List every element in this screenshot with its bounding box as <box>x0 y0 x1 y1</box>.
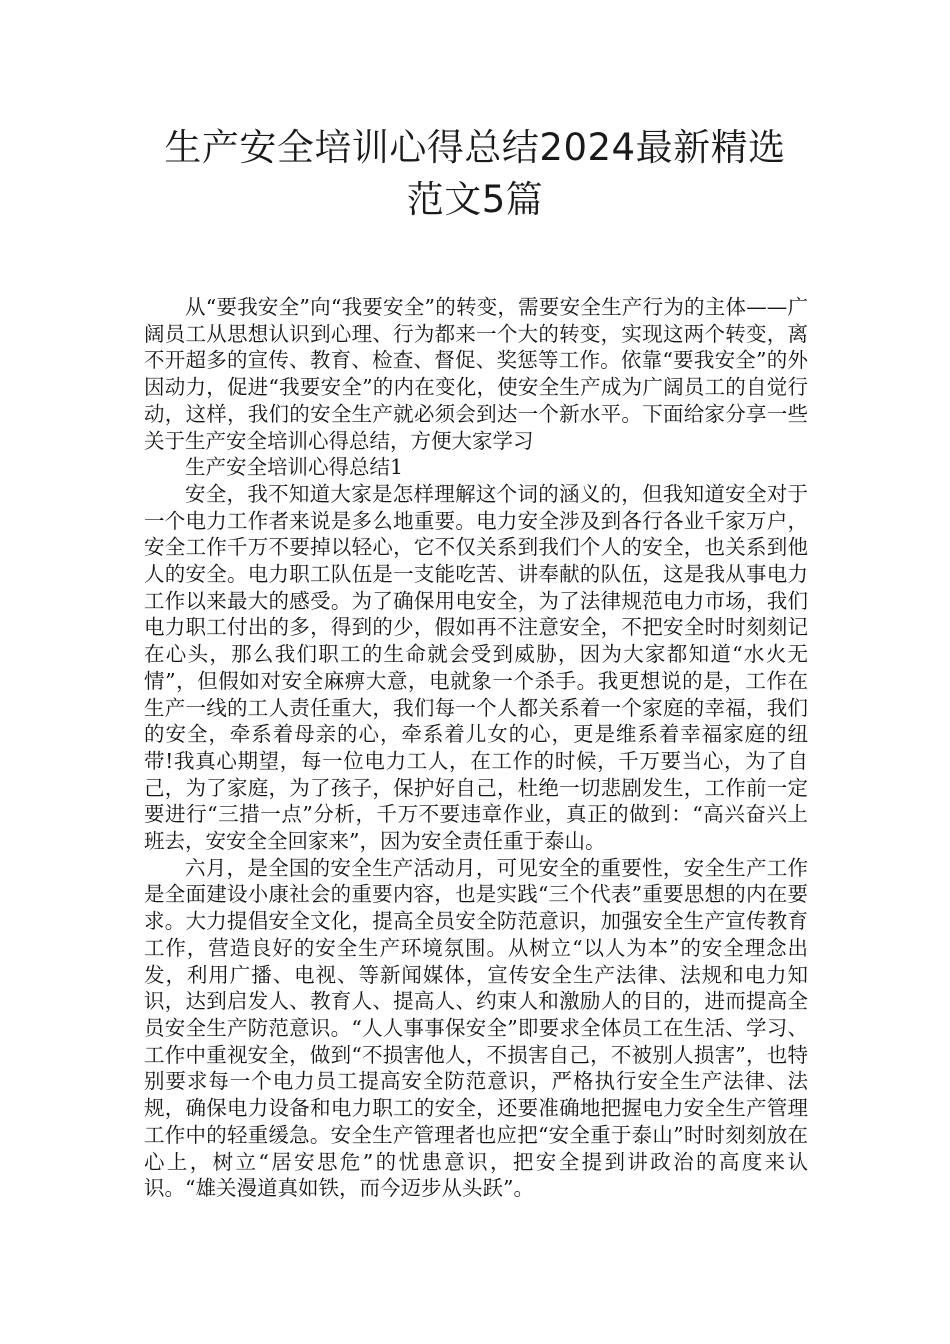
section-heading: 生产安全培训心得总结1 <box>185 455 404 480</box>
document-title <box>100 122 850 226</box>
intro-paragraph: 从“要我安全”向“我要安全”的转变，需要安全生产行为的主体——广阔员工从思想认识到心理、行为都来一个大的转变，实现这两个转变，离不开超多的宣传、教育、检查、督促、奖惩等工作。依靠“要我安全”的外因动力，促进“我要安全”的内在变化，使安全生产成为广阔员工的自觉行动，这样，我们的安全生产就必须会到达一个新水平。下面给家分享一些关于生产安全培训心得总结，方便大家学习 <box>144 295 808 453</box>
document-body <box>144 294 808 1202</box>
title-line-2: 范文5篇 <box>406 178 544 221</box>
body-paragraph: 安全，我不知道大家是怎样理解这个词的涵义的，但我知道安全对于一个电力工作者来说是多么地重要。电力安全涉及到各行各业千家万户，安全工作千万不要掉以轻心，它不仅关系到我们个人的安全，也关系到他人的安全。电力职工队伍是一支能吃苦、讲奉献的队伍，这是我从事电力工作以来最大的感受。为了确保用电安全，为了法律规范电力市场，我们电力职工付出的多，得到的少，假如再不注意安全，不把安全时时刻刻记在心头，那么我们职工的生命就会受到威胁，因为大家都知道“水火无情”，但假如对安全麻痹大意，电就象一个杀手。我更想说的是，工作在生产一线的工人责任重大，我们每一个人都关系着一个家庭的幸福，我们的安全，牵系着母亲的心，牵系着儿女的心，更是维系着幸福家庭的纽带!我真心期望，每一位电力工人，在工作的时候，千万要当心，为了自己，为了家庭，为了孩子，保护好自己，杜绝一切悲剧发生，工作前一定要进行“三措一点”分析，千万不要违章作业，真正的做到：“高兴奋兴上班去，安安全全回家来”，因为安全责任重于泰山。 <box>144 481 808 854</box>
body-paragraph: 六月，是全国的安全生产活动月，可见安全的重要性，安全生产工作是全面建设小康社会的重要内容，也是实践“三个代表”重要思想的内在要求。大力提倡安全文化，提高全员安全防范意识，加强安全生产宣传教育工作，营造良好的安全生产环境氛围。从树立“以人为本”的安全理念出发，利用广播、电视、等新闻媒体，宣传安全生产法律、法规和电力知识，达到启发人、教育人、提高人、约束人和激励人的目的，进而提高全员安全生产防范意识。“人人事事保安全”即要求全体员工在生活、学习、工作中重视安全，做到“不损害他人，不损害自己，不被别人损害”，也特别要求每一个电力员工提高安全防范意识，严格执行安全生产法律、法规，确保电力设备和电力职工的安全，还要准确地把握电力安全生产管理工作中的轻重缓急。安全生产管理者也应把“安全重于泰山”时时刻刻放在心上，树立“居安思危”的忧患意识，把安全提到讲政治的高度来认识。“雄关漫道真如铁，而今迈步从头跃”。 <box>144 855 808 1201</box>
title-line-1: 生产安全培训心得总结2024最新精选 <box>164 126 786 169</box>
